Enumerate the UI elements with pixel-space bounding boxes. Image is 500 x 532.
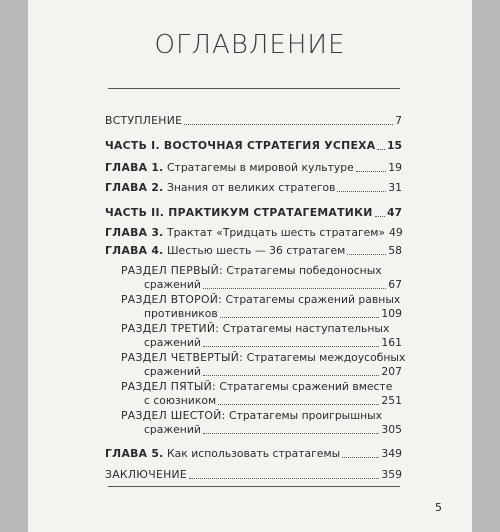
- toc-page-number: 31: [388, 181, 402, 194]
- toc-entry-label: Стратагемы победоносных: [226, 264, 382, 277]
- book-page: [28, 0, 472, 532]
- toc-entry-chapter-4[interactable]: [105, 240, 402, 258]
- toc-entry-conclusion[interactable]: [105, 464, 402, 482]
- toc-page-number: 67: [388, 278, 402, 291]
- toc-entry-prefix: ГЛАВА 3.: [105, 226, 164, 239]
- toc-entry-label-continued: сражений: [144, 423, 201, 436]
- toc-entry-label: ЗАКЛЮЧЕНИЕ: [105, 468, 187, 481]
- toc-entry-label: Трактат «Тридцать шесть стратагем»: [167, 226, 386, 239]
- dot-leader: [203, 287, 386, 289]
- toc-entry-label-continued: сражений: [144, 278, 201, 291]
- dot-leader: [356, 170, 386, 172]
- dot-leader: [375, 215, 385, 217]
- toc-page-number: 49: [389, 226, 403, 239]
- toc-page-number: 305: [381, 423, 402, 436]
- dot-leader: [184, 123, 393, 125]
- toc-entry-prefix: РАЗДЕЛ ПЕРВЫЙ:: [121, 264, 223, 277]
- toc-entry-label: Стратагемы проигрышных: [228, 409, 383, 422]
- toc-entry-label: ЧАСТЬ II. ПРАКТИКУМ СТРАТАГЕМАТИКИ: [105, 206, 373, 219]
- toc-entry-chapter-3[interactable]: [105, 222, 402, 240]
- toc-entry-chapter-2[interactable]: [105, 177, 402, 195]
- toc-entry-section-5-continued[interactable]: [144, 390, 402, 408]
- dot-leader: [189, 477, 379, 479]
- page-title: ОГЛАВЛЕНИЕ: [154, 30, 346, 60]
- toc-page-number: 19: [388, 161, 402, 174]
- toc-entry-section-2-continued[interactable]: [144, 303, 402, 321]
- toc-entry-part-1[interactable]: [105, 135, 402, 153]
- toc-entry-label: Стратагемы сражений вместе: [219, 380, 393, 393]
- dot-leader: [337, 190, 386, 192]
- toc-page-number: 251: [381, 394, 402, 407]
- toc-entry-section-1-continued[interactable]: [144, 274, 402, 292]
- toc-entry-prefix: РАЗДЕЛ ЧЕТВЕРТЫЙ:: [121, 351, 244, 364]
- toc-entry-section-6-continued[interactable]: [144, 419, 402, 437]
- dot-leader: [218, 403, 379, 405]
- toc-entry-label: ВСТУПЛЕНИЕ: [105, 114, 183, 127]
- toc-entry-chapter-1[interactable]: [105, 157, 402, 175]
- dot-leader: [342, 456, 379, 458]
- toc-page-number: 161: [381, 336, 402, 349]
- toc-entry-label: ЧАСТЬ I. ВОСТОЧНАЯ СТРАТЕГИЯ УСПЕХА: [105, 139, 376, 152]
- toc-entry-prefix: РАЗДЕЛ ПЯТЫЙ:: [121, 380, 216, 393]
- toc-page-number: 47: [386, 206, 402, 219]
- toc-entry-label-continued: с союзником: [144, 394, 217, 407]
- toc-entry-part-2[interactable]: [105, 202, 402, 220]
- toc-page-number: 359: [381, 468, 402, 481]
- dot-leader: [377, 148, 385, 150]
- toc-entry-label: Стратагемы в мировой культуре: [167, 161, 354, 174]
- toc-entry-chapter-5[interactable]: [105, 443, 402, 461]
- dot-leader: [203, 432, 380, 434]
- toc-entry-prefix: ГЛАВА 2.: [105, 181, 164, 194]
- dot-leader: [347, 253, 386, 255]
- toc-page-number: 109: [381, 307, 402, 320]
- toc-entry-label-continued: противников: [144, 307, 218, 320]
- toc-entry-label: Шестью шесть — 36 стратагем: [167, 244, 346, 257]
- dot-leader: [220, 316, 380, 318]
- toc-entry-prefix: ГЛАВА 1.: [105, 161, 164, 174]
- toc-entry-prefix: ГЛАВА 5.: [105, 447, 164, 460]
- toc-page-number: 15: [386, 139, 402, 152]
- toc-entry-label: Стратагемы междоусобных: [246, 351, 406, 364]
- toc-entry-prefix: РАЗДЕЛ ВТОРОЙ:: [121, 293, 223, 306]
- toc-entry-section-3-continued[interactable]: [144, 332, 402, 350]
- toc-entry-prefix: РАЗДЕЛ ШЕСТОЙ:: [121, 409, 226, 422]
- table-of-contents: [28, 0, 472, 532]
- toc-page-number: 58: [388, 244, 402, 257]
- toc-page-number: 207: [381, 365, 402, 378]
- toc-entry-introduction[interactable]: [105, 110, 402, 128]
- toc-entry-prefix: РАЗДЕЛ ТРЕТИЙ:: [121, 322, 220, 335]
- dot-leader: [203, 374, 380, 376]
- toc-page-number: 349: [381, 447, 402, 460]
- toc-page-number: 7: [395, 114, 402, 127]
- toc-entry-prefix: ГЛАВА 4.: [105, 244, 164, 257]
- dot-leader: [203, 345, 380, 347]
- toc-entry-label: Стратагемы сражений равных: [225, 293, 401, 306]
- toc-entry-label: Знания от великих стратегов: [167, 181, 336, 194]
- toc-entry-label-continued: сражений: [144, 336, 201, 349]
- toc-entry-section-4-continued[interactable]: [144, 361, 402, 379]
- toc-entry-label: Как использовать стратагемы: [167, 447, 341, 460]
- toc-entry-label: Стратагемы наступательных: [222, 322, 390, 335]
- page-number: 5: [435, 501, 442, 514]
- toc-entry-label-continued: сражений: [144, 365, 201, 378]
